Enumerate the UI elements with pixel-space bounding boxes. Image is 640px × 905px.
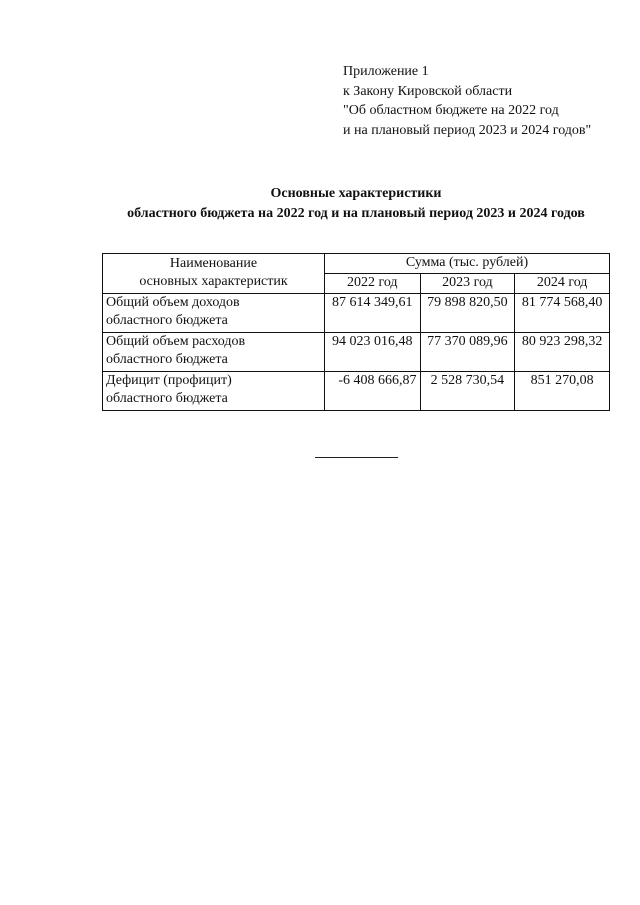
budget-characteristics-table — [102, 253, 610, 411]
table-row — [103, 333, 610, 372]
end-of-document-rule — [315, 457, 398, 458]
value-deficit-2022: -6 408 666,87 — [325, 372, 421, 411]
row-name-line-2: областного бюджета — [106, 391, 228, 406]
annex-line-4: и на плановый период 2023 и 2024 годов" — [343, 122, 592, 138]
annex-line-1: Приложение 1 — [343, 64, 429, 79]
row-name-line-1: Общий объем расходов — [106, 334, 246, 349]
row-name-line-2: областного бюджета — [106, 352, 228, 367]
annex-reference — [343, 62, 591, 140]
annex-line-2: к Закону Кировской области — [343, 83, 513, 99]
header-name-cell — [103, 254, 325, 294]
row-name-expenditure — [103, 333, 325, 372]
header-name-line-1: Наименование — [169, 256, 258, 271]
header-sum-cell: Сумма (тыс. рублей) — [325, 254, 610, 274]
document-title — [0, 184, 640, 224]
value-revenue-2024: 81 774 568,40 — [515, 294, 610, 333]
row-name-revenue — [103, 294, 325, 333]
header-year-2022: 2022 год — [325, 274, 421, 294]
value-expenditure-2022: 94 023 016,48 — [325, 333, 421, 372]
value-revenue-2022: 87 614 349,61 — [325, 294, 421, 333]
table-row — [103, 294, 610, 333]
header-year-2024: 2024 год — [515, 274, 610, 294]
value-revenue-2023: 79 898 820,50 — [420, 294, 515, 333]
title-line-1: Основные характеристики — [270, 186, 442, 201]
value-expenditure-2024: 80 923 298,32 — [515, 333, 610, 372]
annex-line-3: "Об областном бюджете на 2022 год — [343, 103, 559, 118]
value-deficit-2024: 851 270,08 — [515, 372, 610, 411]
title-line-2: областного бюджета на 2022 год и на плановый период 2023 и 2024 годов — [127, 206, 585, 221]
row-name-deficit — [103, 372, 325, 411]
value-expenditure-2023: 77 370 089,96 — [420, 333, 515, 372]
header-year-2023: 2023 год — [420, 274, 515, 294]
table-row — [103, 372, 610, 411]
row-name-line-1: Общий объем доходов — [106, 295, 240, 310]
table-header-row — [103, 254, 610, 274]
header-name-line-2: основных характеристик — [139, 274, 288, 289]
value-deficit-2023: 2 528 730,54 — [420, 372, 515, 411]
row-name-line-2: областного бюджета — [106, 313, 228, 328]
row-name-line-1: Дефицит (профицит) — [106, 373, 232, 388]
